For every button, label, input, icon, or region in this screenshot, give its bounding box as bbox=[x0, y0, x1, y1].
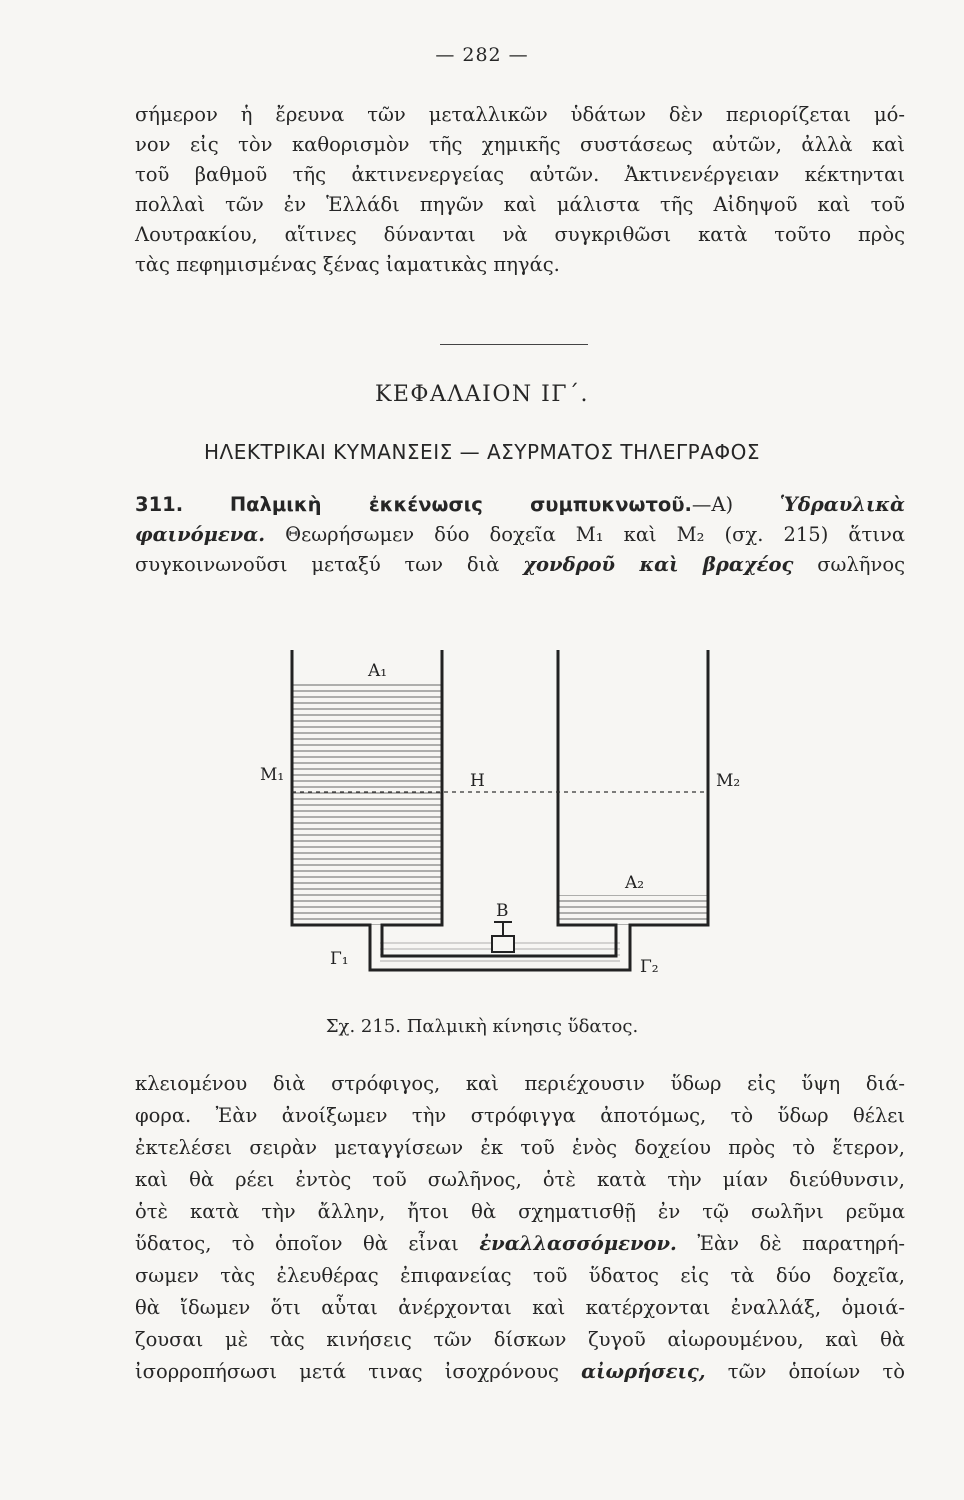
text-line: ἐκτελέσει σειρὰν μεταγγίσεων ἐκ τοῦ ἑνὸς δοχείου πρὸς τὸ ἕτερον, bbox=[135, 1136, 905, 1159]
text-line: καὶ θὰ ρέει ἐντὸς τοῦ σωλῆνος, ὁτὲ κατὰ τὴν μίαν διεύθυνσιν, bbox=[135, 1168, 905, 1191]
label-m2: Μ₂ bbox=[716, 771, 741, 791]
text-fragment: ὕδατος, τὸ ὁποῖον θὰ εἶναι bbox=[135, 1232, 480, 1255]
section-heading: Παλμικὴ ἐκκένωσις συμπυκνωτοῦ. bbox=[229, 493, 692, 516]
section-311 bbox=[135, 490, 905, 580]
text-line bbox=[135, 550, 905, 580]
text-fragment: σωλῆνος bbox=[793, 553, 905, 576]
text-line bbox=[135, 1228, 905, 1260]
text-fragment: Θεωρήσωμεν δύο δοχεῖα Μ₁ καὶ Μ₂ (σχ. 215) ἅτινα bbox=[265, 523, 905, 546]
text-line: ζουσαι μὲ τὰς κινήσεις τῶν δίσκων ζυγοῦ αἰωρουμένου, καὶ θὰ bbox=[135, 1328, 905, 1351]
text-fragment: τῶν ὁποίων τὸ bbox=[705, 1360, 905, 1383]
label-a1: Α₁ bbox=[368, 661, 388, 681]
text-line bbox=[135, 520, 905, 550]
text-line: τὰς πεφημισμένας ξένας ἰαματικὰς πηγάς. bbox=[135, 253, 560, 276]
chapter-title: ΚΕΦΑΛΑΙΟΝ ΙΓ΄. bbox=[374, 382, 590, 407]
label-g1: Γ₁ bbox=[330, 949, 349, 969]
figure-caption: Σχ. 215. Παλμικὴ κίνησις ὕδατος. bbox=[325, 1016, 639, 1037]
text-line: Λουτρακίου, αἵτινες δύνανται νὰ συγκριθῶσι κατὰ τοῦτο πρὸς bbox=[135, 223, 905, 246]
chapter-subtitle: ΗΛΕΚΤΡΙΚΑΙ ΚΥΜΑΝΣΕΙΣ — ΑΣΥΡΜΑΤΟΣ ΤΗΛΕΓΡΑΦΟΣ bbox=[203, 440, 761, 464]
text-line: θὰ ἴδωμεν ὅτι αὗται ἀνέρχονται καὶ κατέρχονται ἐναλλάξ, ὁμοιά- bbox=[135, 1296, 905, 1319]
section-number: 311. bbox=[135, 493, 184, 516]
text-line: σωμεν τὰς ἐλευθέρας ἐπιφανείας τοῦ ὕδατος εἰς τὰ δύο δοχεῖα, bbox=[135, 1264, 905, 1287]
text-fragment: συγκοινωνοῦσι μεταξύ των διὰ bbox=[135, 553, 524, 576]
figure-215 bbox=[240, 640, 760, 1000]
body-paragraph bbox=[135, 1068, 905, 1388]
valve bbox=[492, 936, 514, 952]
text-line: τοῦ βαθμοῦ τῆς ἀκτινενεργείας αὐτῶν. Ἀκτινενέργειαν κέκτηνται bbox=[135, 163, 905, 186]
separator-rule bbox=[440, 344, 588, 345]
emphasis: αἰωρήσεις, bbox=[581, 1360, 706, 1383]
page-number: — 282 — bbox=[435, 44, 529, 66]
text-line: σήμερον ἡ ἔρευνα τῶν μεταλλικῶν ὑδάτων δὲν περιορίζεται μό- bbox=[135, 103, 905, 126]
label-a2: Α₂ bbox=[625, 873, 645, 893]
intro-paragraph bbox=[135, 100, 905, 280]
text-line: πολλαὶ τῶν ἐν Ἑλλάδι πηγῶν καὶ μάλιστα τῆς Αἰδηψοῦ καὶ τοῦ bbox=[135, 193, 905, 216]
sub-heading: Ὑδραυλικὰ bbox=[779, 493, 906, 516]
text-line: κλειομένου διὰ στρόφιγος, καὶ περιέχουσιν ὕδωρ εἰς ὕψη διά- bbox=[135, 1072, 905, 1095]
label-h: Η bbox=[470, 771, 485, 791]
text-line bbox=[135, 1356, 905, 1388]
text-fragment: Ἐὰν δὲ παρατηρή- bbox=[676, 1232, 905, 1255]
text-line: ὁτὲ κατὰ τὴν ἄλλην, ἤτοι θὰ σχηματισθῇ ἐν τῷ σωλῆνι ρεῦμα bbox=[135, 1200, 905, 1223]
left-water bbox=[292, 680, 442, 925]
label-g2: Γ₂ bbox=[640, 957, 659, 977]
sub-heading-cont: φαινόμενα. bbox=[135, 523, 266, 546]
right-water bbox=[558, 895, 708, 925]
text-fragment: ἰσορροπήσωσι μετά τινας ἰσοχρόνους bbox=[135, 1360, 582, 1383]
emphasis: ἐναλλασσόμενον. bbox=[479, 1232, 677, 1255]
label-m1: Μ₁ bbox=[260, 765, 285, 785]
label-b: Β bbox=[496, 901, 509, 921]
text-line: φορα. Ἐὰν ἀνοίξωμεν τὴν στρόφιγγα ἀποτόμως, τὸ ὕδωρ θέλει bbox=[135, 1104, 905, 1127]
sub-prefix: —Α) bbox=[691, 493, 780, 516]
section-heading-line bbox=[135, 490, 905, 520]
text-line: νον εἰς τὸν καθορισμὸν τῆς χημικῆς συστάσεως αὐτῶν, ἀλλὰ καὶ bbox=[135, 133, 905, 156]
emphasis: χονδροῦ καὶ βραχέος bbox=[523, 553, 794, 576]
